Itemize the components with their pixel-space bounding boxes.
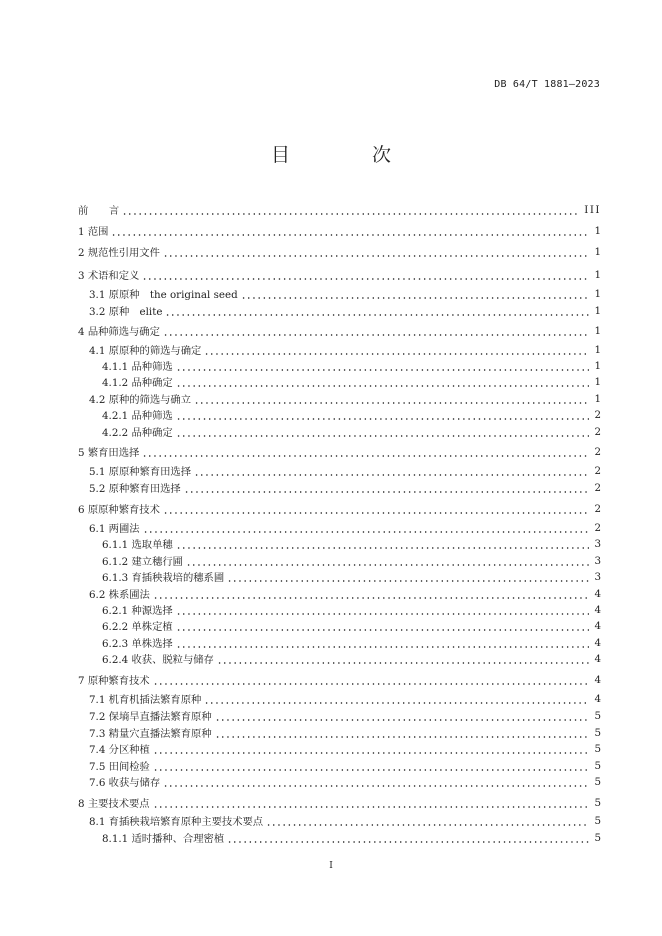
toc-entry[interactable]: [102, 406, 601, 423]
toc-dot-leader: [122, 206, 580, 218]
toc-entry-label: 6.2.2 单株定植: [102, 621, 173, 633]
toc-entry[interactable]: [89, 707, 601, 724]
toc-entry[interactable]: [78, 222, 601, 239]
page-title: 目 次: [270, 144, 430, 166]
toc-entry-label: 5 繁育田选择: [78, 447, 140, 459]
toc-entry[interactable]: [89, 724, 601, 741]
toc-dot-leader: [266, 817, 589, 829]
toc-entry-page: 1: [594, 359, 601, 372]
toc-entry-page: 4: [594, 692, 601, 705]
toc-entry-page: 3: [594, 570, 601, 583]
toc-entry-label: 7.2 保墒旱直播法繁育原种: [89, 711, 212, 723]
toc-entry-page: 5: [594, 814, 601, 827]
toc-entry-page: 1: [594, 343, 601, 356]
toc-entry-label: 6.1.3 育插秧栽培的穗系圃: [102, 572, 225, 584]
toc-dot-leader: [163, 327, 589, 339]
toc-entry[interactable]: [78, 243, 601, 260]
toc-entry[interactable]: [78, 671, 601, 688]
toc-entry-page: 3: [594, 537, 601, 550]
toc-entry[interactable]: [89, 285, 601, 302]
toc-entry[interactable]: [78, 201, 601, 218]
toc-dot-leader: [163, 778, 589, 790]
toc-entry-label: 7.6 收获与储存: [89, 777, 161, 789]
toc-entry-label: 5.2 原种繁育田选择: [89, 483, 181, 495]
toc-entry[interactable]: [102, 535, 601, 552]
toc-dot-leader: [176, 411, 589, 423]
toc-entry-label: 6.1 两圃法: [89, 523, 140, 535]
toc-entry-page: 5: [594, 831, 601, 844]
toc-entry[interactable]: [89, 302, 601, 319]
toc-entry-label: 7 原种繁育技术: [78, 675, 150, 687]
toc-dot-leader: [215, 729, 589, 741]
toc-entry-page: 5: [594, 726, 601, 739]
toc-entry-page: 5: [594, 759, 601, 772]
toc-dot-leader: [111, 227, 589, 239]
toc-dot-leader: [176, 622, 589, 634]
toc-entry-label: 2 规范性引用文件: [78, 247, 160, 259]
toc-entry-label: 4.2.2 品种确定: [102, 427, 173, 439]
toc-entry-page: 4: [594, 673, 601, 686]
toc-entry[interactable]: [102, 552, 601, 569]
toc-entry-label: 7.3 精量穴直播法繁育原种: [89, 728, 212, 740]
toc-dot-leader: [176, 606, 589, 618]
toc-dot-leader: [176, 378, 589, 390]
toc-entry-page: 1: [594, 375, 601, 388]
toc-entry-label: 8.1.1 适时播种、合理密植: [102, 833, 225, 845]
toc-entry[interactable]: [78, 500, 601, 517]
toc-entry-label: 4.2 原种的筛选与确立: [89, 394, 192, 406]
toc-entry-label: 5.1 原原种繁育田选择: [89, 466, 192, 478]
toc-dot-leader: [163, 248, 589, 260]
toc-entry-label: 6.2.4 收获、脱粒与储存: [102, 654, 214, 666]
toc-entry-page: 5: [594, 742, 601, 755]
toc-entry-label: 4.1.2 品种确定: [102, 377, 173, 389]
toc-entry-label: 3.1 原原种 the original seed: [89, 289, 238, 301]
toc-entry[interactable]: [78, 322, 601, 339]
toc-entry-page: 1: [594, 224, 601, 237]
toc-entry[interactable]: [102, 634, 601, 651]
toc-dot-leader: [227, 573, 589, 585]
toc-entry-label: 4.2.1 品种筛选: [102, 410, 173, 422]
toc-entry-label: 6.2.3 单株选择: [102, 638, 173, 650]
toc-dot-leader: [194, 395, 589, 407]
toc-entry-page: 1: [594, 392, 601, 405]
toc-entry[interactable]: [89, 462, 601, 479]
toc-entry-page: 4: [594, 619, 601, 632]
toc-dot-leader: [176, 428, 589, 440]
toc-entry-label: 3 术语和定义: [78, 270, 140, 282]
toc-entry-label: 6.2.1 种源选择: [102, 605, 173, 617]
toc-entry[interactable]: [89, 341, 601, 358]
toc-entry-page: 1: [594, 304, 601, 317]
toc-entry[interactable]: [89, 519, 601, 536]
toc-entry[interactable]: [102, 373, 601, 390]
toc-entry[interactable]: [102, 601, 601, 618]
toc-entry-label: 1 范围: [78, 226, 109, 238]
toc-dot-leader: [217, 655, 589, 667]
toc-dot-leader: [176, 540, 589, 552]
toc-dot-leader: [153, 799, 589, 811]
toc-entry-page: 4: [594, 636, 601, 649]
toc-dot-leader: [227, 834, 589, 846]
toc-entry-page: 1: [594, 245, 601, 258]
toc-entry-page: 5: [594, 796, 601, 809]
toc-dot-leader: [184, 484, 589, 496]
toc-entry[interactable]: [89, 740, 601, 757]
toc-entry-label: 4.1 原原种的筛选与确定: [89, 345, 202, 357]
toc-entry[interactable]: [89, 479, 601, 496]
toc-entry-label: 8.1 育插秧栽培繁育原种主要技术要点: [89, 816, 264, 828]
toc-entry-page: 2: [594, 464, 601, 477]
toc-dot-leader: [153, 745, 589, 757]
toc-dot-leader: [153, 676, 589, 688]
toc-entry[interactable]: [89, 812, 601, 829]
toc-entry-label: 7.4 分区种植: [89, 744, 150, 756]
toc-dot-leader: [163, 505, 589, 517]
toc-entry-page: 5: [594, 709, 601, 722]
toc-dot-leader: [153, 762, 589, 774]
toc-dot-leader: [241, 290, 589, 302]
toc-dot-leader: [176, 639, 589, 651]
toc-dot-leader: [204, 695, 589, 707]
toc-entry[interactable]: [78, 266, 601, 283]
toc-entry-label: 4 品种筛选与确定: [78, 326, 160, 338]
toc-entry-label: 7.5 田间检验: [89, 761, 150, 773]
page-number: I: [329, 861, 333, 871]
toc-entry[interactable]: [102, 423, 601, 440]
toc-entry-label: 6 原原种繁育技术: [78, 504, 160, 516]
toc-entry[interactable]: [89, 773, 601, 790]
toc-dot-leader: [142, 448, 589, 460]
toc-entry-page: 4: [594, 652, 601, 665]
toc-entry[interactable]: [102, 617, 601, 634]
toc-entry-page: 2: [594, 481, 601, 494]
toc-entry-page: 1: [594, 324, 601, 337]
toc-dot-leader: [215, 712, 589, 724]
toc-entry-page: 4: [594, 587, 601, 600]
toc-dot-leader: [176, 362, 589, 374]
toc-dot-leader: [142, 271, 589, 283]
toc-entry-label: 3.2 原种 elite: [89, 306, 163, 318]
toc-entry-page: III: [584, 203, 601, 216]
toc-entry-page: 5: [594, 775, 601, 788]
toc-entry-page: 3: [594, 554, 601, 567]
toc-entry-page: 1: [594, 287, 601, 300]
toc-entry[interactable]: [102, 568, 601, 585]
toc-entry[interactable]: [89, 757, 601, 774]
toc-entry[interactable]: [102, 829, 601, 846]
document-id: DB 64/T 1881—2023: [494, 79, 600, 90]
toc-entry[interactable]: [78, 794, 601, 811]
toc-entry-label: 4.1.1 品种筛选: [102, 361, 173, 373]
toc-entry-label: 6.1.2 建立穗行圃: [102, 556, 183, 568]
toc-entry[interactable]: [89, 690, 601, 707]
toc-entry[interactable]: [102, 650, 601, 667]
toc-entry-page: 2: [594, 502, 601, 515]
toc-entry[interactable]: [78, 443, 601, 460]
toc-entry-page: 2: [594, 408, 601, 421]
toc-dot-leader: [186, 557, 589, 569]
toc-entry-label: 前 言: [78, 205, 120, 217]
toc-entry-label: 8 主要技术要点: [78, 798, 150, 810]
toc-entry-page: 1: [594, 268, 601, 281]
toc-entry[interactable]: [89, 585, 601, 602]
toc-dot-leader: [153, 590, 589, 602]
toc-entry-label: 7.1 机育机插法繁育原种: [89, 694, 202, 706]
toc-entry-page: 2: [594, 425, 601, 438]
toc-dot-leader: [165, 307, 589, 319]
toc-dot-leader: [204, 346, 589, 358]
toc-entry-page: 2: [594, 521, 601, 534]
toc-entry-page: 2: [594, 445, 601, 458]
toc-dot-leader: [194, 467, 589, 479]
toc-entry-label: 6.1.1 选取单穗: [102, 539, 173, 551]
toc-dot-leader: [143, 524, 589, 536]
toc-entry[interactable]: [89, 390, 601, 407]
toc-entry-label: 6.2 株系圃法: [89, 589, 150, 601]
toc-entry-page: 4: [594, 603, 601, 616]
toc-entry[interactable]: [102, 357, 601, 374]
